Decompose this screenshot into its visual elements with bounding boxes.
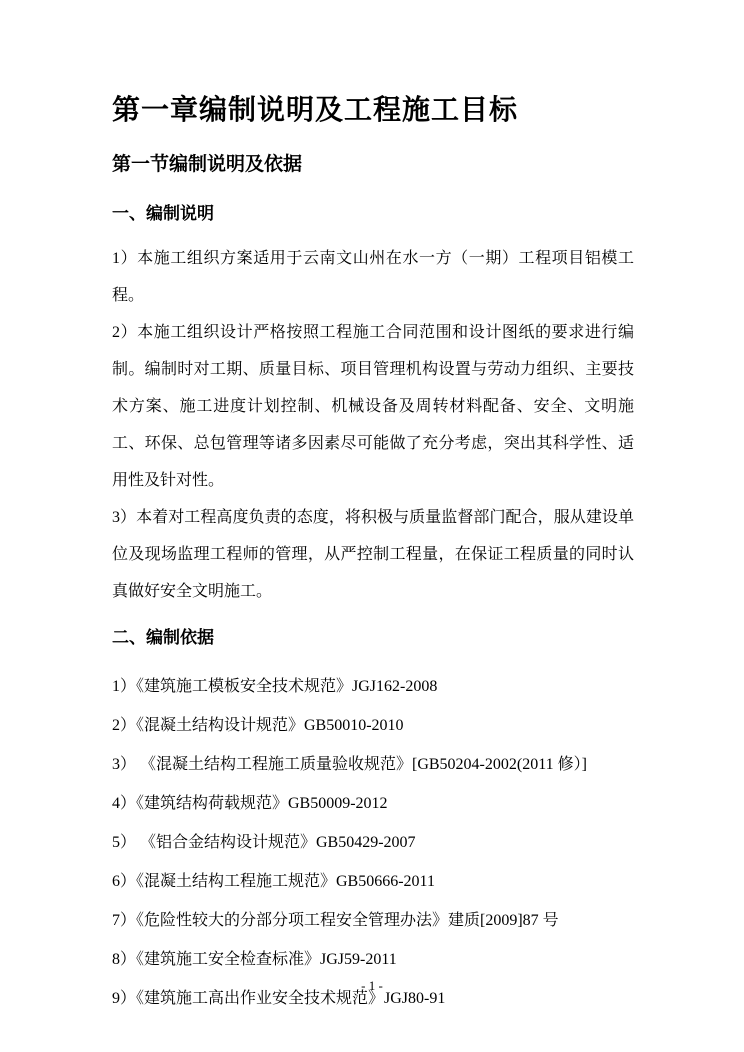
basis-reference-list <box>112 667 634 1018</box>
list-item: 8）《建筑施工安全检查标准》JGJ59-2011 <box>112 950 397 968</box>
list-item: 2）《混凝土结构设计规范》GB50010-2010 <box>112 716 404 734</box>
paragraph: 1）本施工组织方案适用于云南文山州在水一方（一期）工程项目铝模工程。 <box>112 250 634 305</box>
subsection-heading-compilation-notes: 一、编制说明 <box>112 203 214 223</box>
list-item: 3） 《混凝土结构工程施工质量验收规范》[GB50204-2002(2011 修）] <box>112 755 587 773</box>
list-item: 5） 《铝合金结构设计规范》GB50429-2007 <box>112 833 416 851</box>
list-item: 7）《危险性较大的分部分项工程安全管理办法》建质[2009]87 号 <box>112 911 559 929</box>
section-heading: 第一节编制说明及依据 <box>112 154 303 175</box>
subsection-heading-compilation-basis: 二、编制依据 <box>112 628 214 648</box>
list-item: 9）《建筑施工高出作业安全技术规范》JGJ80-91 <box>112 989 446 1007</box>
compilation-notes-paragraphs <box>112 240 634 610</box>
list-item: 4）《建筑结构荷载规范》GB50009-2012 <box>112 794 388 812</box>
list-item: 1）《建筑施工模板安全技术规范》JGJ162-2008 <box>112 677 438 695</box>
chapter-title: 第一章编制说明及工程施工目标 <box>112 94 519 125</box>
paragraph: 2）本施工组织设计严格按照工程施工合同范围和设计图纸的要求进行编制。编制时对工期、质量目标、项目管理机构设置与劳动力组织、主要技术方案、施工进度计划控制、机械设备及周转材料配备、安全、文明施工、环保、总包管理等诸多因素尽可能做了充分考虑，突出其科学性、适用性及针对性。 <box>112 324 634 490</box>
page-number-footer: - 1 - <box>361 978 383 993</box>
list-item: 6）《混凝土结构工程施工规范》GB50666-2011 <box>112 872 435 890</box>
paragraph: 3）本着对工程高度负责的态度，将积极与质量监督部门配合，服从建设单位及现场监理工程师的管理，从严控制工程量，在保证工程质量的同时认真做好安全文明施工。 <box>112 509 634 601</box>
